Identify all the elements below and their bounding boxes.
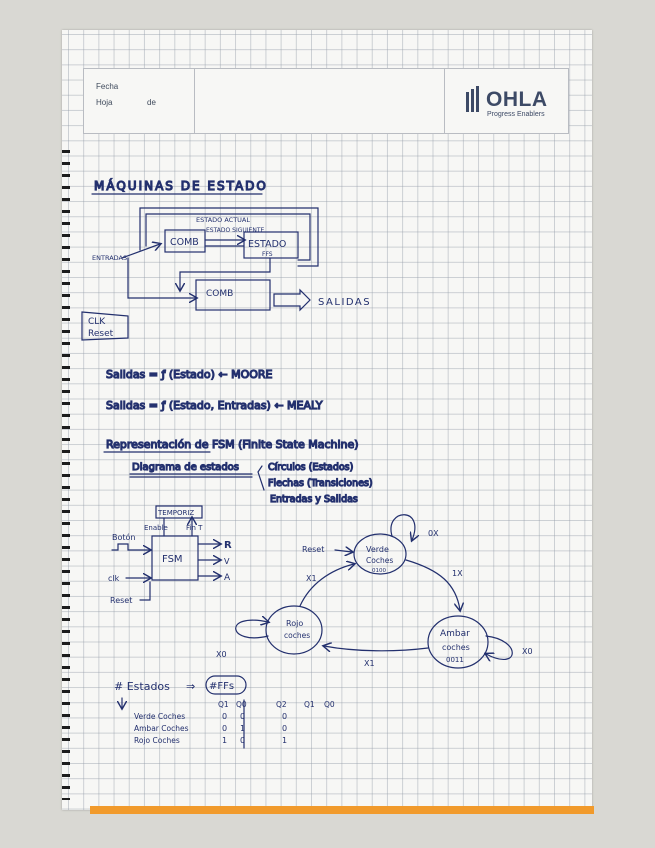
row-q0: 0 <box>240 736 246 745</box>
out-a-label: A <box>224 573 231 583</box>
temporiz-label: TEMPORIZ <box>158 509 195 517</box>
self-loop-rojo <box>236 620 268 638</box>
col-header: Q1 <box>304 700 315 709</box>
col-header: Q0 <box>236 700 247 709</box>
transition-1x: 1X <box>452 569 463 578</box>
rojo-to-verde <box>300 564 354 606</box>
row-name: Rojo Coches <box>134 736 180 745</box>
estado-actual-label: ESTADO ACTUAL <box>196 216 250 224</box>
de-label: de <box>147 98 156 107</box>
transition-x1-bottom: X1 <box>364 659 375 668</box>
salidas-arrow <box>274 290 310 310</box>
estado-siguiente-label: ESTADO SIGUIENTE <box>206 227 265 234</box>
boton-label: Botón <box>112 533 136 542</box>
reset-input-label: Reset <box>110 596 133 605</box>
state-wire <box>180 258 270 290</box>
row-q1: 0 <box>222 724 228 733</box>
moore-equation: Salidas = ƒ (Estado) ← MOORE <box>106 368 273 381</box>
row-q0: 0 <box>240 712 246 721</box>
verde-sub: Coches <box>366 556 394 565</box>
verde-name: Verde <box>366 545 389 554</box>
row-b: 0 <box>282 724 288 733</box>
estado-label: ESTADO <box>248 239 287 250</box>
item-circulos: Círculos (Estados) <box>268 462 354 473</box>
ambar-name: Ambar <box>440 629 470 639</box>
rojo-name: Rojo <box>286 619 304 628</box>
clk-input-label: clk <box>108 574 120 583</box>
out-r-label: R <box>224 540 232 551</box>
estados-lhs: # Estados <box>114 680 170 693</box>
rojo-sub: coches <box>284 631 311 640</box>
mealy-equation: Salidas = ƒ (Estado, Entradas) ← MEALY <box>106 399 323 412</box>
col-header: Q0 <box>324 700 335 709</box>
verde-to-ambar <box>406 560 460 610</box>
ffs-label: FFS <box>262 251 273 258</box>
brace <box>258 466 264 490</box>
transition-x1-top: X1 <box>306 574 317 583</box>
boton-wire <box>112 544 150 550</box>
transition-x0-right: X0 <box>522 647 533 656</box>
fsm-label: FSM <box>162 554 183 565</box>
row-name: Ambar Coches <box>134 724 189 733</box>
reset-transition <box>335 550 352 552</box>
entradas-wire <box>122 244 160 258</box>
ffs-rhs: #FFs <box>209 681 235 692</box>
entradas-wire <box>128 258 196 298</box>
verde-code: 0100 <box>372 568 386 574</box>
fsm-heading: Representación de FSM (Finite State Machine) <box>106 438 359 451</box>
ambar-code: 0011 <box>446 656 464 664</box>
hoja-label: Hoja <box>96 98 113 107</box>
comb-label-1: COMB <box>170 237 199 248</box>
reset-transition-label: Reset <box>302 545 325 554</box>
logo-brand: OHLA <box>486 88 548 111</box>
implies-arrow: ⇒ <box>186 680 196 693</box>
salidas-label: SALIDAS <box>318 297 372 308</box>
notes-title: MÁQUINAS DE ESTADO <box>94 179 268 193</box>
row-q0: 1 <box>240 724 246 733</box>
ambar-sub: coches <box>442 643 470 652</box>
row-q1: 1 <box>222 736 228 745</box>
col-header: Q2 <box>276 700 287 709</box>
logo-tagline: Progress Enablers <box>487 111 545 118</box>
row-name: Verde Coches <box>134 712 186 721</box>
item-entradas: Entradas y Salidas <box>270 494 358 505</box>
ambar-to-rojo <box>324 646 428 651</box>
row-b: 1 <box>282 736 288 745</box>
transition-x0-left: X0 <box>216 650 227 659</box>
self-loop-verde <box>391 515 415 540</box>
out-v-label: V <box>224 557 230 566</box>
transition-0x: 0X <box>428 529 439 538</box>
entradas-label: ENTRADAS <box>92 254 128 262</box>
fint-label: Fin T <box>186 524 203 532</box>
self-loop-ambar <box>486 636 512 659</box>
item-flechas: Flechas (Transiciones) <box>268 478 373 489</box>
state-rojo <box>266 606 322 654</box>
row-b: 0 <box>282 712 288 721</box>
row-q1: 0 <box>222 712 228 721</box>
comb-label-2: COMB <box>206 289 234 299</box>
enable-label: Enable <box>144 524 168 532</box>
fecha-label: Fecha <box>96 82 119 91</box>
clk-label: CLK <box>88 317 106 327</box>
reset-label: Reset <box>88 329 114 339</box>
diagrama-label: Diagrama de estados <box>132 462 240 473</box>
reset-wire <box>140 582 150 600</box>
col-header: Q1 <box>218 700 229 709</box>
